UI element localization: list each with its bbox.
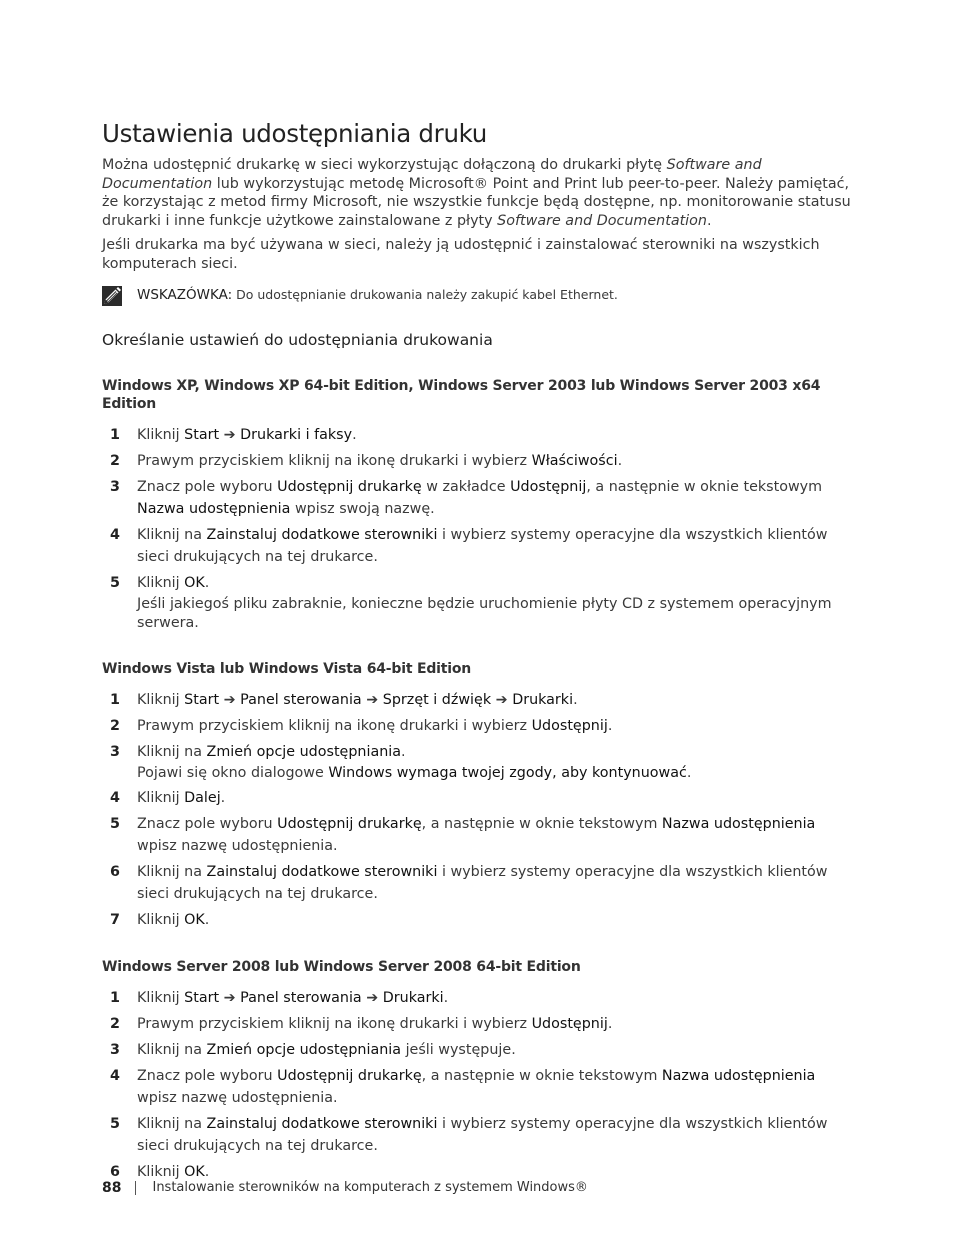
step-text: ➔ [361, 691, 383, 708]
step-number: 3 [110, 1041, 120, 1058]
steps-list [102, 424, 852, 633]
step-text: Pojawi się okno dialogowe [137, 764, 329, 781]
step-text: ➔ [361, 989, 383, 1006]
intro-text-c: . [706, 212, 712, 229]
step-item [102, 715, 852, 737]
os-section-heading: Windows Server 2008 lub Windows Server 2008 64-bit Edition [102, 958, 581, 975]
step-subnote [137, 764, 852, 783]
step-text: Kliknij [137, 574, 185, 591]
step-number: 5 [110, 815, 120, 832]
step-item [102, 572, 852, 633]
step-text: ➔ [219, 691, 241, 708]
step-text: , a następnie w oknie tekstowym [586, 478, 823, 495]
ui-term: Start [184, 989, 220, 1006]
note-text: Do udostępnianie drukowania należy zakupić kabel Ethernet. [232, 286, 618, 302]
page-number: 88 [102, 1180, 122, 1196]
step-item [102, 1065, 852, 1109]
ui-term: Start [184, 426, 220, 443]
step-number: 1 [110, 691, 120, 708]
step-text: . [686, 764, 692, 781]
step-text: . [204, 574, 210, 591]
document-page [102, 118, 852, 1187]
step-text: Prawym przyciskiem kliknij na ikonę drukarki i wybierz [137, 717, 532, 734]
footer-text: Instalowanie sterowników na komputerach z systemem Windows® [152, 1180, 588, 1195]
step-instruction [137, 1016, 612, 1032]
ui-term: OK [184, 574, 205, 591]
step-instruction [137, 1042, 516, 1058]
step-number: 3 [110, 743, 120, 760]
step-instruction [137, 990, 448, 1006]
step-text: . [573, 691, 578, 708]
step-text: . [607, 717, 613, 734]
ui-term: Zainstaluj dodatkowe sterowniki [206, 863, 438, 880]
step-number: 5 [110, 1115, 120, 1132]
step-number: 4 [110, 1067, 120, 1084]
step-text: Prawym przyciskiem kliknij na ikonę drukarki i wybierz [137, 1015, 532, 1032]
step-instruction [137, 864, 827, 902]
sections-container [102, 377, 852, 1183]
step-text: ➔ [491, 691, 513, 708]
ui-term: Udostępnij [531, 717, 608, 734]
step-text: i wybierz systemy operacyjne dla wszystkich klientów sieci drukujących na tej drukarce. [137, 863, 828, 902]
step-text: i wybierz systemy operacyjne dla wszystkich klientów sieci drukujących na tej drukarce. [137, 1115, 828, 1154]
step-text: Znacz pole wyboru [137, 478, 278, 495]
ui-term: Zmień opcje udostępniania [206, 743, 402, 760]
step-number: 6 [110, 863, 120, 880]
step-item [102, 476, 852, 520]
step-instruction [137, 790, 225, 806]
ui-term: Sprzęt i dźwięk [382, 691, 492, 708]
ui-term: Nazwa udostępnienia [661, 815, 816, 832]
step-item [102, 987, 852, 1009]
ui-term: Udostępnij drukarkę [277, 1067, 422, 1084]
page-footer [102, 1178, 588, 1198]
intro-emphasis-1: Software and Documentation [102, 157, 762, 192]
step-instruction [137, 575, 209, 591]
step-number: 5 [110, 574, 120, 591]
section-subheading: Określanie ustawień do udostępniania drukowania [102, 330, 493, 349]
ui-term: Udostępnij drukarkę [277, 478, 422, 495]
ui-term: Nazwa udostępnienia [661, 1067, 816, 1084]
step-text: Znacz pole wyboru [137, 1067, 278, 1084]
step-instruction [137, 816, 815, 854]
step-number: 6 [110, 1163, 120, 1180]
steps-list [102, 987, 852, 1183]
ui-term: Zainstaluj dodatkowe sterowniki [206, 1115, 438, 1132]
ui-term: Dalej [184, 789, 221, 806]
step-instruction [137, 427, 357, 443]
step-text: wpisz nazwę udostępnienia. [137, 837, 338, 854]
step-item [102, 813, 852, 857]
step-instruction [137, 1116, 827, 1154]
ui-term: Panel sterowania [240, 989, 362, 1006]
step-instruction [137, 744, 406, 760]
footer-separator [135, 1181, 136, 1195]
step-number: 1 [110, 989, 120, 1006]
step-text: Jeśli jakiegoś pliku zabraknie, konieczne będzie uruchomienie płyty CD z systemem operacyjnym serwera. [137, 595, 832, 631]
step-text: Kliknij [137, 691, 185, 708]
ui-term: Zainstaluj dodatkowe sterowniki [206, 526, 438, 543]
ui-term: Drukarki i faksy [240, 426, 353, 443]
step-instruction [137, 692, 578, 708]
note-box [102, 286, 852, 304]
step-text: Kliknij na [137, 863, 207, 880]
note-label: WSKAZÓWKA: [137, 286, 233, 303]
step-instruction [137, 527, 827, 565]
step-text: Kliknij [137, 426, 185, 443]
step-instruction [137, 912, 209, 928]
step-text: . [204, 911, 210, 928]
step-instruction [137, 453, 622, 469]
step-item [102, 689, 852, 711]
step-text: . [352, 426, 357, 443]
page-title: Ustawienia udostępniania druku [102, 119, 488, 148]
step-text: . [617, 452, 623, 469]
os-section-heading: Windows Vista lub Windows Vista 64-bit Edition [102, 660, 472, 677]
ui-term: Nazwa udostępnienia [137, 500, 291, 517]
ui-term: Udostępnij [510, 478, 587, 495]
step-text: Kliknij na [137, 743, 207, 760]
intro-paragraph-2: Jeśli drukarka ma być używana w sieci, należy ją udostępnić i zainstalować sterowniki na wszystkich komputerach sieci. [102, 237, 820, 272]
step-number: 2 [110, 452, 120, 469]
ui-term: Drukarki [382, 989, 444, 1006]
note-pencil-icon [102, 286, 122, 306]
step-text: Prawym przyciskiem kliknij na ikonę drukarki i wybierz [137, 452, 532, 469]
step-text: Kliknij na [137, 526, 207, 543]
step-number: 1 [110, 426, 120, 443]
ui-term: Udostępnij [531, 1015, 608, 1032]
step-text: Znacz pole wyboru [137, 815, 278, 832]
intro-paragraph-1 [102, 156, 852, 230]
step-text: . [607, 1015, 613, 1032]
step-text: Kliknij [137, 1163, 185, 1180]
step-item [102, 424, 852, 446]
step-instruction [137, 718, 612, 734]
step-number: 2 [110, 1015, 120, 1032]
step-text: . [220, 789, 226, 806]
ui-term: Drukarki [512, 691, 574, 708]
ui-term: Start [184, 691, 220, 708]
step-number: 2 [110, 717, 120, 734]
step-text: Kliknij [137, 789, 185, 806]
step-number: 4 [110, 526, 120, 543]
step-item [102, 909, 852, 931]
step-text: . [401, 743, 406, 760]
step-item [102, 787, 852, 809]
step-text: w zakładce [421, 478, 511, 495]
step-number: 3 [110, 478, 120, 495]
step-item [102, 741, 852, 783]
ui-term: Właściwości [531, 452, 618, 469]
step-number: 7 [110, 911, 120, 928]
step-item [102, 861, 852, 905]
intro-text-a: Można udostępnić drukarkę w sieci wykorzystując dołączoną do drukarki płytę [102, 157, 667, 173]
step-text: , a następnie w oknie tekstowym [421, 815, 662, 832]
step-instruction [137, 479, 822, 517]
step-text: ➔ [219, 989, 241, 1006]
step-subnote [137, 595, 852, 633]
ui-term: Windows wymaga twojej zgody, aby kontynuować [328, 764, 687, 781]
step-instruction [137, 1068, 815, 1106]
step-text: . [204, 1163, 210, 1180]
step-text: wpisz swoją nazwę. [290, 500, 435, 517]
os-section-heading: Windows XP, Windows XP 64-bit Edition, Windows Server 2003 lub Windows Server 2003 x64 Edition [102, 377, 821, 412]
step-number: 4 [110, 789, 120, 806]
ui-term: Udostępnij drukarkę [277, 815, 422, 832]
step-text: Kliknij na [137, 1115, 207, 1132]
steps-list [102, 689, 852, 931]
step-text: Kliknij na [137, 1041, 207, 1058]
ui-term: OK [184, 1163, 205, 1180]
step-text: Kliknij [137, 989, 185, 1006]
step-item [102, 524, 852, 568]
step-text: i wybierz systemy operacyjne dla wszystkich klientów sieci drukujących na tej drukarce. [137, 526, 828, 565]
step-item [102, 1013, 852, 1035]
step-text: wpisz nazwę udostępnienia. [137, 1089, 338, 1106]
step-text: , a następnie w oknie tekstowym [421, 1067, 662, 1084]
ui-term: Zmień opcje udostępniania [206, 1041, 402, 1058]
ui-term: Panel sterowania [240, 691, 362, 708]
step-item [102, 1039, 852, 1061]
step-text: Kliknij [137, 911, 185, 928]
step-text: ➔ [219, 426, 241, 443]
ui-term: OK [184, 911, 205, 928]
step-item [102, 1113, 852, 1157]
step-item [102, 450, 852, 472]
intro-text-b: lub wykorzystując metodę Microsoft® Point and Print lub peer-to-peer. Należy pamiętać, że korzystając z metod firmy Microsoft, nie wszystkie funkcje będą dostępne, np. monitorowanie statusu drukarki i inne funkcje użytkowe zainstalowane z płyty [102, 175, 851, 229]
step-text: jeśli występuje. [401, 1041, 516, 1058]
step-text: . [443, 989, 449, 1006]
intro-emphasis-2: Software and Documentation [497, 212, 707, 229]
